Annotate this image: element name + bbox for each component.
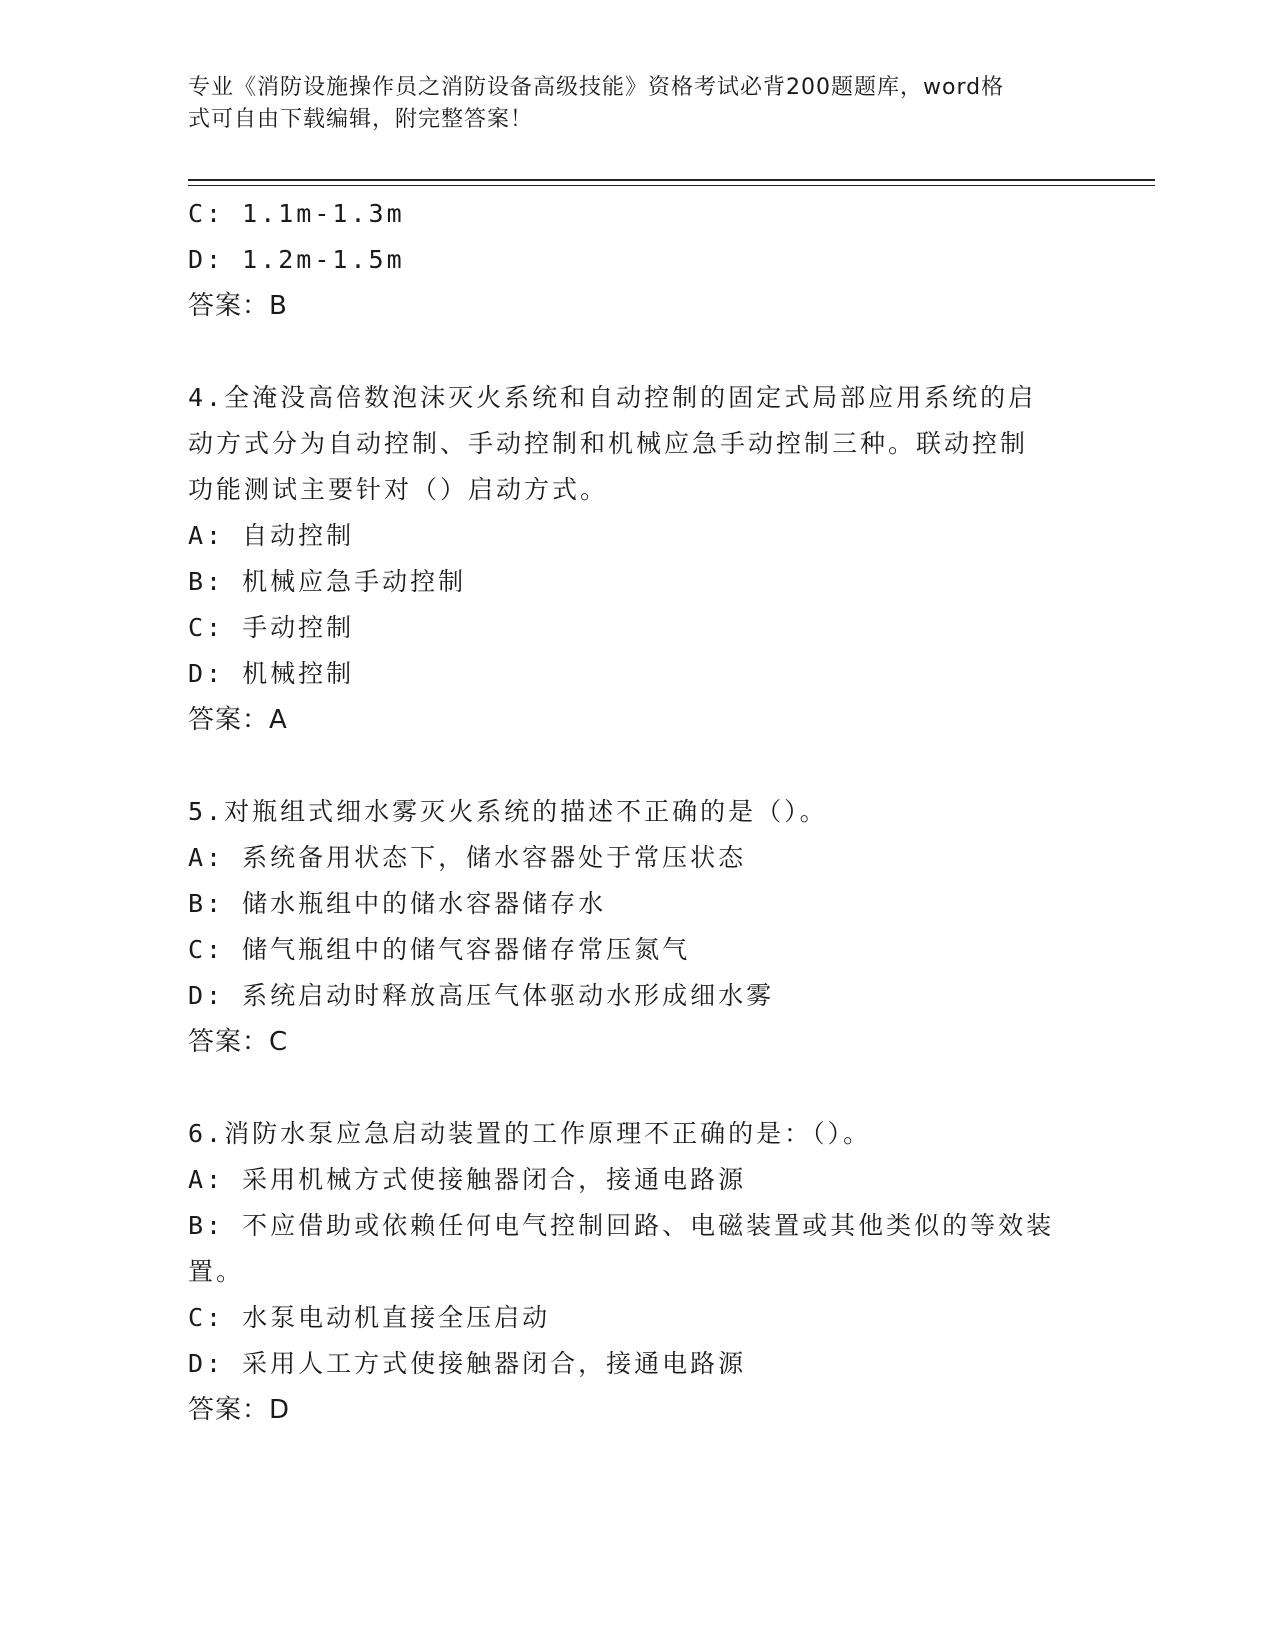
prev-option-c: C: 1.1m-1.3m [188,199,405,228]
q5-option-b: B: 储水瓶组中的储水容器储存水 [188,889,607,918]
q4-answer: 答案：A [188,705,288,735]
q4-stem-line-2: 动方式分为自动控制、手动控制和机械应急手动控制三种。联动控制 [188,429,1029,458]
q4-stem-line-1: 4.全淹没高倍数泡沫灭火系统和自动控制的固定式局部应用系统的启 [188,383,1037,412]
q4-option-c: C: 手动控制 [188,613,355,642]
header-rule-thin [188,185,1155,186]
q4-stem-line-3: 功能测试主要针对（）启动方式。 [188,475,609,504]
header-line-2: 式可自由下载编辑，附完整答案！ [188,107,534,132]
q6-option-a: A: 采用机械方式使接触器闭合，接通电路源 [188,1165,747,1194]
spacer [188,1065,1088,1111]
q6-option-b-line-2: 置。 [188,1257,245,1286]
question-list [188,191,1088,1433]
q6-option-c: C: 水泵电动机直接全压启动 [188,1303,551,1332]
spacer [188,743,1088,789]
prev-answer: 答案：B [188,291,288,321]
header-rule-thick [188,179,1155,181]
q6-answer: 答案：D [188,1395,291,1425]
prev-option-d: D: 1.2m-1.5m [188,245,405,274]
q5-answer: 答案：C [188,1027,289,1057]
q4-option-a: A: 自动控制 [188,521,355,550]
q5-option-a: A: 系统备用状态下，储水容器处于常压状态 [188,843,747,872]
header-line-1: 专业《消防设施操作员之消防设备高级技能》资格考试必背200题题库，word格 [188,75,1005,100]
q6-stem: 6.消防水泵应急启动装置的工作原理不正确的是：（）。 [188,1119,872,1148]
q4-option-b: B: 机械应急手动控制 [188,567,467,596]
q6-option-d: D: 采用人工方式使接触器闭合，接通电路源 [188,1349,747,1378]
q5-option-d: D: 系统启动时释放高压气体驱动水形成细水雾 [188,981,775,1010]
q4-option-d: D: 机械控制 [188,659,355,688]
q6-option-b-line-1: B: 不应借助或依赖任何电气控制回路、电磁装置或其他类似的等效装 [188,1211,1055,1240]
q5-stem: 5.对瓶组式细水雾灭火系统的描述不正确的是（）。 [188,797,828,826]
document-header [188,72,1068,136]
q5-option-c: C: 储气瓶组中的储气容器储存常压氮气 [188,935,691,964]
spacer [188,329,1088,375]
